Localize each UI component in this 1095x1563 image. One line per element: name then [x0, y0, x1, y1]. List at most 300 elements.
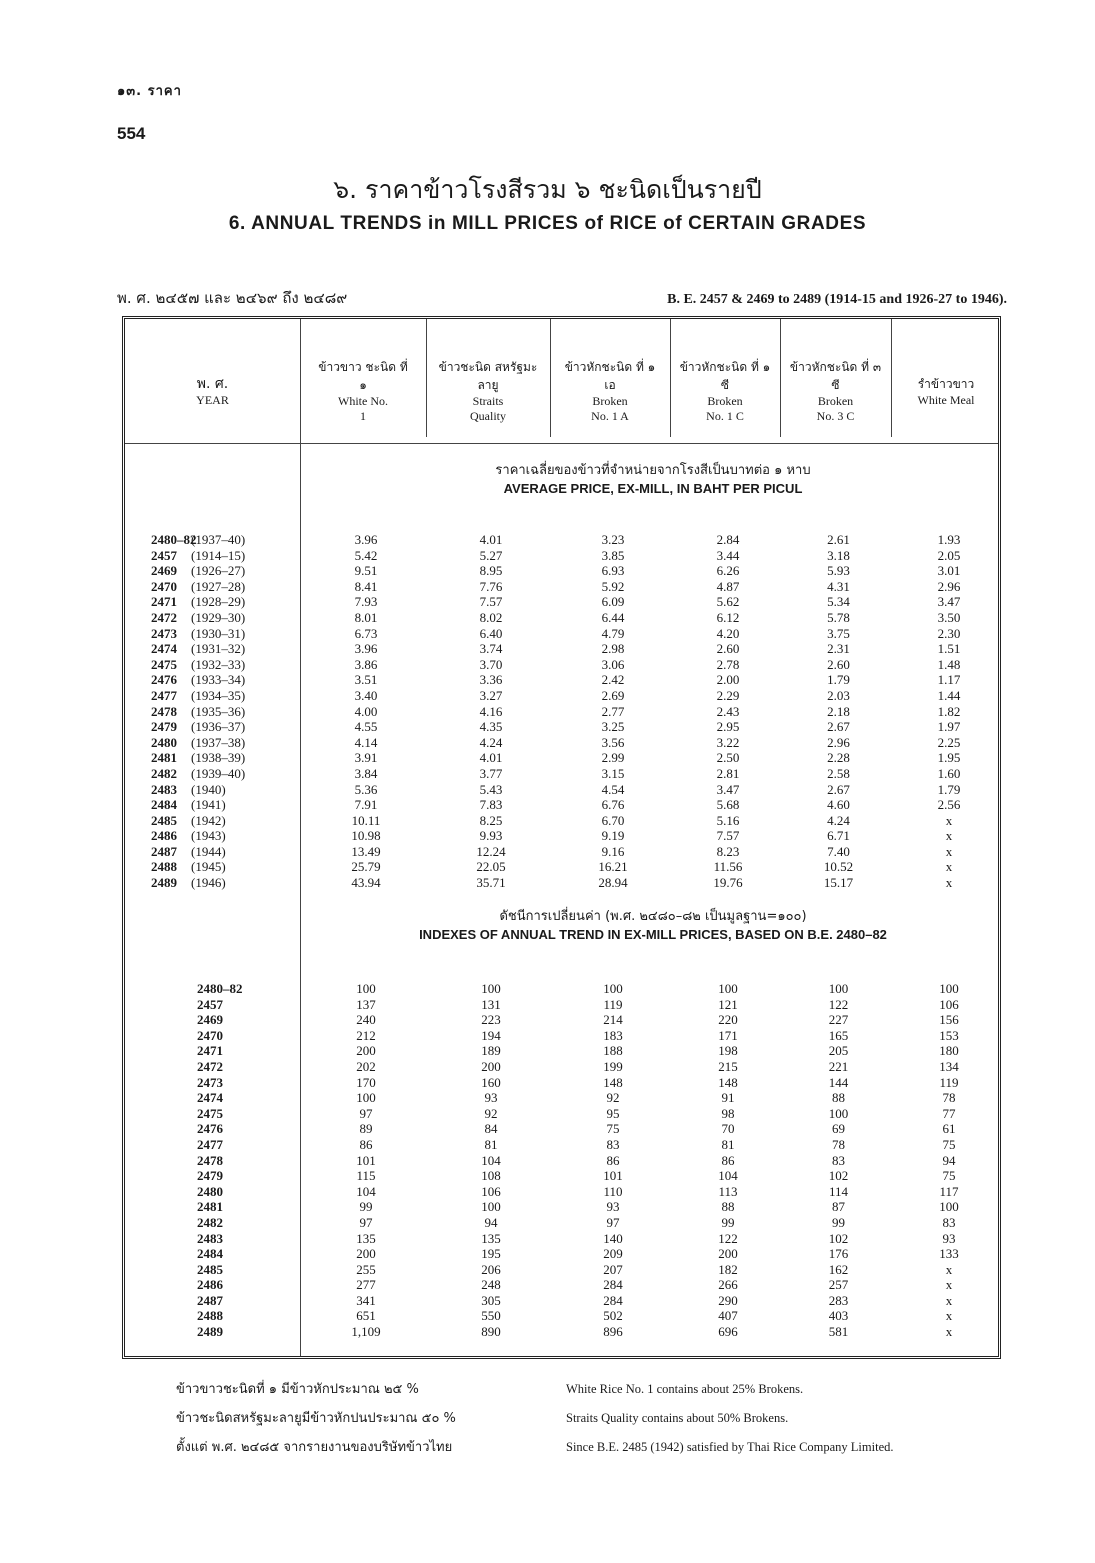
- table-row: [125, 981, 1004, 997]
- col-header-white-no1: [300, 339, 426, 443]
- year-be: 2477: [197, 1136, 223, 1152]
- table-row: [125, 719, 1004, 735]
- value-cell: 255: [356, 1261, 376, 1277]
- value-cell: 3.84: [354, 765, 378, 781]
- table-row: [125, 641, 1004, 657]
- price-table: [122, 316, 1001, 1359]
- value-cell: 78: [832, 1136, 845, 1152]
- year-cell: [125, 859, 303, 875]
- value-cell: 182: [718, 1261, 738, 1277]
- value-cell: 4.54: [601, 781, 625, 797]
- col-header-th: ข้าวชะนิด สหรัฐมะลายู: [438, 360, 538, 392]
- value-cell: 1.48: [937, 656, 961, 672]
- table-row: [125, 1215, 1004, 1231]
- value-cell: 6.93: [601, 563, 625, 579]
- value-cell: x: [945, 812, 953, 828]
- value-cell: 7.40: [827, 843, 850, 859]
- value-cell: 3.23: [601, 532, 625, 547]
- year-cell: [125, 797, 303, 813]
- value-cell: 10.11: [351, 812, 381, 828]
- year-gregorian: (1926–27): [191, 563, 246, 579]
- table-row: [125, 1184, 1004, 1200]
- year-be: 2469: [151, 563, 177, 579]
- value-cell: 1.44: [937, 687, 961, 703]
- value-cell: 104: [481, 1152, 501, 1168]
- value-cell: 189: [481, 1043, 501, 1059]
- year-cell: [125, 997, 303, 1013]
- value-cell: 6.70: [601, 812, 625, 828]
- value-cell: 4.87: [716, 578, 740, 594]
- value-cell: 199: [603, 1058, 623, 1074]
- value-cell: 5.36: [354, 781, 378, 797]
- footnote-en: Since B.E. 2485 (1942) satisfied by Thai Rice Company Limited.: [566, 1440, 894, 1454]
- value-cell: 5.16: [716, 812, 740, 828]
- year-be: 2473: [197, 1074, 223, 1090]
- year-cell: [125, 641, 303, 657]
- value-cell: 502: [603, 1308, 623, 1324]
- year-cell: [125, 1277, 303, 1293]
- value-cell: 2.56: [937, 797, 961, 813]
- col-header-en: YEAR: [196, 392, 229, 407]
- value-cell: 2.95: [716, 719, 740, 735]
- year-cell: [125, 1059, 303, 1075]
- period-thai: พ. ศ. ๒๔๕๗ และ ๒๔๖๙ ถึง ๒๔๘๙: [117, 289, 348, 307]
- year-be: 2474: [197, 1090, 223, 1106]
- value-cell: 69: [832, 1121, 845, 1137]
- value-cell: 104: [718, 1168, 738, 1184]
- footnote-th: ข้าวขาวชะนิดที่ ๑ มีข้าวหักประมาณ ๒๕ %: [176, 1382, 419, 1397]
- value-cell: 221: [828, 1058, 849, 1074]
- value-cell: 2.84: [716, 532, 740, 547]
- col-header-en: Broken No. 1 A: [591, 394, 629, 423]
- value-cell: 223: [481, 1012, 501, 1028]
- year-cell: [125, 1168, 303, 1184]
- table-row: [125, 610, 1004, 626]
- value-cell: 91: [721, 1090, 735, 1106]
- table-row: [125, 1153, 1004, 1169]
- footnote-en: White Rice No. 1 contains about 25% Brokens.: [566, 1382, 804, 1396]
- value-cell: 3.75: [827, 625, 850, 641]
- year-gregorian: (1928–29): [191, 594, 246, 610]
- year-cell: [125, 1043, 303, 1059]
- value-cell: x: [945, 1308, 953, 1324]
- value-cell: 93: [606, 1199, 620, 1215]
- year-cell: [125, 735, 303, 751]
- value-cell: 220: [718, 1012, 738, 1028]
- table-row: [125, 797, 1004, 813]
- year-be: 2472: [197, 1058, 223, 1074]
- value-cell: 2.00: [716, 672, 740, 688]
- value-cell: 2.96: [937, 578, 961, 594]
- value-cell: 8.01: [354, 609, 378, 625]
- year-cell: [125, 1308, 303, 1324]
- year-be: 2457: [151, 547, 177, 563]
- year-be: 2471: [151, 594, 177, 610]
- value-cell: 93: [942, 1230, 956, 1246]
- value-cell: 171: [718, 1027, 738, 1043]
- year-cell: [125, 579, 303, 595]
- value-cell: 6.09: [601, 594, 625, 610]
- value-cell: 194: [481, 1027, 501, 1043]
- value-cell: 6.73: [354, 625, 378, 641]
- value-cell: 2.99: [601, 750, 625, 766]
- value-cell: 200: [356, 1043, 376, 1059]
- year-cell: [125, 1028, 303, 1044]
- year-cell: [125, 672, 303, 688]
- value-cell: 131: [481, 996, 501, 1012]
- value-cell: 257: [828, 1277, 849, 1293]
- value-cell: 156: [939, 1012, 959, 1028]
- value-cell: 100: [481, 981, 501, 996]
- year-be: 2479: [151, 719, 177, 735]
- year-gregorian: (1934–35): [191, 687, 246, 703]
- table-row: [125, 1059, 1004, 1075]
- value-cell: 8.95: [479, 563, 503, 579]
- value-cell: 86: [721, 1152, 735, 1168]
- value-cell: 81: [721, 1136, 735, 1152]
- year-cell: [125, 1075, 303, 1091]
- table-row: [125, 1168, 1004, 1184]
- value-cell: 3.47: [716, 781, 740, 797]
- year-gregorian: (1930–31): [191, 625, 246, 641]
- table-row: [125, 766, 1004, 782]
- table-row: [125, 1106, 1004, 1122]
- value-cell: 95: [606, 1105, 620, 1121]
- year-cell: [125, 1231, 303, 1247]
- value-cell: 93: [484, 1090, 498, 1106]
- value-cell: 100: [939, 1199, 959, 1215]
- value-cell: 550: [481, 1308, 501, 1324]
- running-head: ๑๓. ราคา: [117, 84, 182, 99]
- value-cell: 148: [603, 1074, 623, 1090]
- value-cell: 7.91: [354, 797, 378, 813]
- value-cell: 35.71: [476, 875, 506, 891]
- value-cell: 890: [481, 1324, 501, 1340]
- year-be: 2485: [151, 812, 177, 828]
- value-cell: 4.55: [354, 719, 378, 735]
- value-cell: 87: [832, 1199, 845, 1215]
- year-be: 2487: [197, 1292, 223, 1308]
- col-header-en: White Meal: [917, 392, 975, 407]
- value-cell: 16.21: [598, 859, 628, 875]
- price-rows: [125, 532, 1004, 891]
- year-be: 2481: [197, 1199, 223, 1215]
- year-be: 2488: [197, 1308, 223, 1324]
- year-be: 2475: [151, 656, 177, 672]
- value-cell: 100: [356, 981, 376, 996]
- value-cell: 86: [606, 1152, 620, 1168]
- value-cell: 117: [939, 1183, 959, 1199]
- title-english: 6. ANNUAL TRENDS in MILL PRICES of RICE of CERTAIN GRADES: [228, 213, 867, 234]
- year-gregorian: (1937–38): [191, 734, 246, 750]
- value-cell: 92: [606, 1090, 620, 1106]
- value-cell: 106: [939, 996, 959, 1012]
- value-cell: 2.60: [827, 656, 850, 672]
- value-cell: 4.79: [601, 625, 625, 641]
- footnotes-thai: [176, 1375, 456, 1462]
- col-header-th: ข้าวขาว ชะนิด ที่ ๑: [318, 360, 408, 392]
- value-cell: 1.93: [937, 532, 961, 547]
- value-cell: 104: [356, 1183, 376, 1199]
- value-cell: 114: [828, 1183, 849, 1199]
- value-cell: 3.01: [937, 563, 961, 579]
- year-gregorian: (1946): [191, 875, 226, 891]
- table-row: [125, 1324, 1004, 1340]
- year-gregorian: (1945): [191, 859, 226, 875]
- value-cell: 19.76: [713, 875, 743, 891]
- table-row: [125, 782, 1004, 798]
- value-cell: 5.92: [601, 578, 625, 594]
- year-cell: [125, 1262, 303, 1278]
- value-cell: 137: [356, 996, 376, 1012]
- value-cell: 200: [718, 1246, 738, 1262]
- value-cell: 198: [718, 1043, 738, 1059]
- table-row: [125, 563, 1004, 579]
- value-cell: 11.56: [713, 859, 743, 875]
- table-row: [125, 579, 1004, 595]
- value-cell: 5.34: [827, 594, 850, 610]
- value-cell: 188: [603, 1043, 623, 1059]
- year-gregorian: (1927–28): [191, 578, 246, 594]
- value-cell: 162: [828, 1261, 849, 1277]
- table-row: [125, 548, 1004, 564]
- table-row: [125, 875, 1004, 891]
- value-cell: 4.24: [827, 812, 850, 828]
- value-cell: 1.79: [937, 781, 961, 797]
- value-cell: 2.67: [827, 719, 850, 735]
- table-row: [125, 1012, 1004, 1028]
- year-gregorian: (1942): [191, 812, 226, 828]
- value-cell: x: [945, 843, 953, 859]
- value-cell: 101: [603, 1168, 623, 1184]
- year-gregorian: (1938–39): [191, 750, 246, 766]
- year-be: 2486: [151, 828, 177, 844]
- year-be: 2476: [151, 672, 177, 688]
- value-cell: 4.24: [479, 734, 503, 750]
- table-row: [125, 828, 1004, 844]
- value-cell: 2.05: [937, 547, 961, 563]
- value-cell: 5.93: [827, 563, 850, 579]
- value-cell: 200: [356, 1246, 376, 1262]
- value-cell: 651: [356, 1308, 376, 1324]
- year-cell: [125, 704, 303, 720]
- value-cell: 99: [721, 1214, 735, 1230]
- value-cell: 15.17: [823, 875, 854, 891]
- value-cell: 240: [356, 1012, 376, 1028]
- value-cell: 1.79: [827, 672, 850, 688]
- year-cell: [125, 750, 303, 766]
- year-be: 2480–82: [197, 981, 243, 996]
- value-cell: 121: [718, 996, 738, 1012]
- value-cell: 100: [939, 981, 959, 996]
- col-header-th: ข้าวหักชะนิด ที่ ๑ ซี: [679, 360, 771, 392]
- value-cell: 108: [481, 1168, 501, 1184]
- value-cell: 97: [359, 1105, 373, 1121]
- year-gregorian: (1937–40): [191, 532, 246, 547]
- value-cell: 100: [481, 1199, 501, 1215]
- value-cell: 144: [828, 1074, 849, 1090]
- table-row: [125, 1121, 1004, 1137]
- value-cell: 2.25: [937, 734, 961, 750]
- year-be: 2489: [197, 1324, 223, 1340]
- table-row: [125, 704, 1004, 720]
- value-cell: 88: [721, 1199, 735, 1215]
- year-cell: [125, 782, 303, 798]
- value-cell: 83: [832, 1152, 845, 1168]
- value-cell: 170: [356, 1074, 376, 1090]
- value-cell: 28.94: [598, 875, 628, 891]
- col-header-th: ข้าวหักชะนิด ที่ ๑ เอ: [564, 360, 656, 392]
- value-cell: 183: [603, 1027, 623, 1043]
- year-cell: [125, 1246, 303, 1262]
- value-cell: 1.95: [937, 750, 961, 766]
- table-row: [125, 688, 1004, 704]
- value-cell: x: [945, 1261, 953, 1277]
- col-header-th: พ. ศ.: [196, 375, 229, 392]
- value-cell: 6.12: [716, 609, 740, 625]
- year-be: 2485: [197, 1261, 223, 1277]
- year-cell: [125, 594, 303, 610]
- year-cell: [125, 875, 303, 891]
- value-cell: 43.94: [351, 875, 381, 891]
- value-cell: 212: [356, 1027, 376, 1043]
- value-cell: 341: [356, 1292, 376, 1308]
- table-row: [125, 1028, 1004, 1044]
- year-be: 2481: [151, 750, 177, 766]
- year-cell: [125, 1184, 303, 1200]
- value-cell: 113: [718, 1183, 738, 1199]
- year-gregorian: (1933–34): [191, 672, 246, 688]
- value-cell: 3.91: [354, 750, 378, 766]
- value-cell: 2.50: [716, 750, 740, 766]
- period-english: B. E. 2457 & 2469 to 2489 (1914-15 and 1926-27 to 1946).: [667, 292, 1007, 307]
- value-cell: 3.15: [601, 765, 625, 781]
- table-row: [125, 1199, 1004, 1215]
- year-cell: [125, 1324, 303, 1340]
- value-cell: 284: [603, 1292, 623, 1308]
- value-cell: 2.60: [716, 641, 740, 657]
- year-be: 2483: [151, 781, 177, 797]
- table-row: [125, 594, 1004, 610]
- section-title-index: [303, 908, 1003, 944]
- value-cell: 4.00: [354, 703, 378, 719]
- year-be: 2480–82: [151, 532, 197, 547]
- value-cell: 5.68: [716, 797, 740, 813]
- value-cell: 2.98: [601, 641, 625, 657]
- col-header-broken-1c: [670, 339, 780, 443]
- value-cell: 1.97: [937, 719, 961, 735]
- year-gregorian: (1939–40): [191, 765, 246, 781]
- value-cell: 100: [603, 981, 623, 996]
- table-row: [125, 672, 1004, 688]
- value-cell: 2.29: [716, 687, 740, 703]
- table-row: [125, 997, 1004, 1013]
- table-row: [125, 1262, 1004, 1278]
- value-cell: 100: [828, 1105, 849, 1121]
- value-cell: 2.28: [827, 750, 850, 766]
- value-cell: 97: [359, 1214, 373, 1230]
- value-cell: 75: [942, 1136, 956, 1152]
- value-cell: 133: [939, 1246, 959, 1262]
- year-cell: [125, 981, 303, 997]
- section-title-prices: [303, 462, 1003, 498]
- year-cell: [125, 548, 303, 564]
- value-cell: 5.43: [479, 781, 503, 797]
- value-cell: 22.05: [476, 859, 506, 875]
- year-be: 2478: [151, 703, 177, 719]
- value-cell: 3.27: [479, 687, 503, 703]
- value-cell: 7.76: [479, 578, 503, 594]
- year-be: 2478: [197, 1152, 223, 1168]
- value-cell: 4.31: [827, 578, 850, 594]
- value-cell: 1.17: [937, 672, 961, 688]
- year-gregorian: (1935–36): [191, 703, 246, 719]
- value-cell: 99: [832, 1214, 845, 1230]
- value-cell: 227: [828, 1012, 849, 1028]
- year-be: 2487: [151, 843, 177, 859]
- value-cell: 122: [828, 996, 849, 1012]
- year-cell: [125, 813, 303, 829]
- value-cell: 209: [603, 1246, 623, 1262]
- value-cell: 2.31: [827, 641, 850, 657]
- value-cell: 290: [718, 1292, 738, 1308]
- year-be: 2480: [151, 734, 177, 750]
- value-cell: 2.78: [716, 656, 740, 672]
- value-cell: 92: [484, 1105, 498, 1121]
- year-be: 2476: [197, 1121, 223, 1137]
- value-cell: 77: [942, 1105, 956, 1121]
- year-cell: [125, 563, 303, 579]
- value-cell: 4.01: [479, 532, 503, 547]
- header-rule: [125, 443, 998, 444]
- year-be: 2484: [151, 797, 177, 813]
- col-header-th: รำข้าวขาว: [917, 376, 975, 391]
- year-be: 2479: [197, 1168, 223, 1184]
- value-cell: 696: [718, 1324, 738, 1340]
- value-cell: 5.42: [354, 547, 378, 563]
- value-cell: 7.57: [479, 594, 503, 610]
- year-be: 2483: [197, 1230, 223, 1246]
- period-line: [117, 286, 1007, 310]
- value-cell: 2.42: [601, 672, 625, 688]
- value-cell: 134: [939, 1058, 959, 1074]
- value-cell: 3.36: [479, 672, 503, 688]
- year-cell: [125, 688, 303, 704]
- value-cell: 99: [359, 1199, 373, 1215]
- value-cell: 3.51: [354, 672, 378, 688]
- col-header-en: Broken No. 3 C: [816, 394, 855, 423]
- value-cell: 5.78: [827, 609, 850, 625]
- col-header-en: Broken No. 1 C: [706, 394, 744, 423]
- col-header-broken-3c: [780, 339, 891, 443]
- year-be: 2472: [151, 609, 177, 625]
- value-cell: 70: [721, 1121, 735, 1137]
- title-thai: ๖. ราคาข้าวโรงสีรวม ๖ ชะนิดเป็นรายปี: [333, 175, 762, 204]
- value-cell: 2.81: [716, 765, 740, 781]
- year-gregorian: (1929–30): [191, 609, 246, 625]
- value-cell: x: [945, 828, 953, 844]
- page-number: 554: [117, 124, 146, 143]
- value-cell: 3.47: [937, 594, 961, 610]
- col-header-en: Straits Quality: [470, 394, 506, 423]
- footnote-th: ข้าวชะนิดสหรัฐมะลายูมีข้าวหักปนประมาณ ๕๐ %: [176, 1411, 456, 1426]
- table-row: [125, 735, 1004, 751]
- value-cell: 581: [828, 1324, 849, 1340]
- table-row: [125, 1277, 1004, 1293]
- value-cell: 83: [942, 1214, 956, 1230]
- col-header-broken-1a: [550, 339, 670, 443]
- year-gregorian: (1940): [191, 781, 226, 797]
